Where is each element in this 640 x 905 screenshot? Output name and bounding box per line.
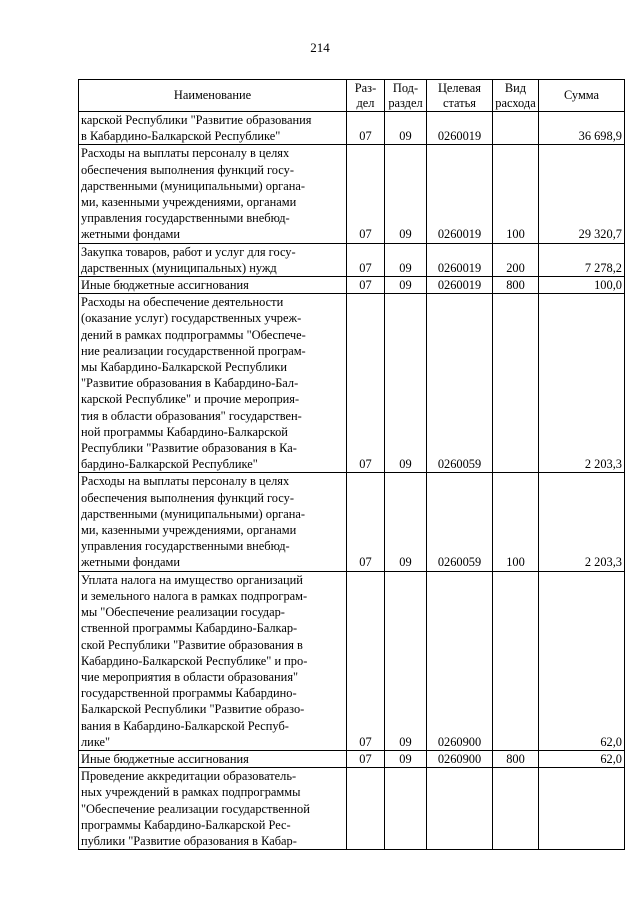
row-sum: 2 203,3 [539,473,625,571]
row-name-line: ной программы Кабардино-Балкарской [81,424,288,439]
row-name-line: Расходы на выплаты персоналу в целях [81,146,290,161]
row-name [79,750,347,767]
row-name-line: Балкарской Республики "Развитие образо- [81,702,305,717]
table-row [79,145,625,243]
table-row [79,294,625,473]
row-name-line: дарственными (муниципальными) органа- [81,178,305,193]
row-name-line: и земельного налога в рамках подпрограм- [81,588,308,603]
row-name-line: Расходы на обеспечение деятельности [81,295,284,310]
row-name-line: жетными фондами [81,227,180,242]
budget-table [78,79,625,850]
row-name-line: карской Республики "Развитие образования [81,113,312,127]
row-razdel: 07 [347,112,385,145]
header-razdel: Раз- дел [347,80,385,112]
row-name-line: Республики "Развитие образования в Ка- [81,441,297,456]
row-sum [539,768,625,850]
page-number: 214 [310,40,330,55]
table-row [79,571,625,750]
row-name-line: "Обеспечение реализации государственной [81,801,310,816]
row-name-line: Проведение аккредитации образователь- [81,769,297,784]
header-target: Целевая статья [427,80,493,112]
row-name-line: Закупка товаров, работ и услуг для госу- [81,244,296,259]
row-name-line: тия в области образования" государствен- [81,408,302,423]
row-podrazdel: 09 [385,112,427,145]
row-name [79,145,347,243]
row-name-line: управления государственными внебюд- [81,211,290,226]
row-name-line: Иные бюджетные ассигнования [81,278,249,293]
row-razdel: 07 [347,145,385,243]
row-name-line: ми, казенными учреждениями, органами [81,523,297,538]
row-name-line: Уплата налога на имущество организаций [81,572,303,587]
row-sum: 2 203,3 [539,294,625,473]
row-sum: 100,0 [539,277,625,294]
row-vid [493,112,539,145]
row-podrazdel: 09 [385,277,427,294]
row-name-line: в Кабардино-Балкарской Республике" [81,129,281,144]
row-name-line: лике" [81,734,111,749]
row-target: 0260019 [427,243,493,276]
row-name-line: мы Кабардино-Балкарской Республики [81,360,287,375]
row-target: 0260900 [427,571,493,750]
row-vid [493,571,539,750]
row-name-line: Иные бюджетные ассигнования [81,751,249,766]
row-razdel: 07 [347,277,385,294]
row-name-line: дений в рамках подпрограммы "Обеспече- [81,327,306,342]
row-razdel: 07 [347,243,385,276]
table-body [79,112,625,850]
row-name [79,473,347,571]
row-name [79,243,347,276]
row-name-line: программы Кабардино-Балкарской Рес- [81,817,291,832]
row-name-line: ных учреждений в рамках подпрограммы [81,785,301,800]
row-name [79,571,347,750]
row-name-line: государственной программы Кабардино- [81,686,297,701]
row-name-line: ственной программы Кабардино-Балкар- [81,621,298,636]
row-name-line: ской Республики "Развитие образования в [81,637,303,652]
row-podrazdel: 09 [385,145,427,243]
row-podrazdel: 09 [385,571,427,750]
row-name-line: "Развитие образования в Кабардино-Бал- [81,376,299,391]
row-target [427,768,493,850]
row-target: 0260019 [427,112,493,145]
row-name-line: бардино-Балкарской Республике" [81,457,258,472]
row-vid: 800 [493,750,539,767]
table-row [79,243,625,276]
row-target: 0260900 [427,750,493,767]
table-row [79,768,625,850]
row-podrazdel: 09 [385,750,427,767]
row-sum: 62,0 [539,750,625,767]
header-sum: Сумма [539,80,625,112]
row-sum: 36 698,9 [539,112,625,145]
row-name-line: жетными фондами [81,555,180,570]
table-header-row [79,80,625,112]
row-vid [493,768,539,850]
row-name-line: ние реализации государственной програм- [81,343,306,358]
row-name-line: обеспечения выполнения функций госу- [81,490,294,505]
row-vid: 800 [493,277,539,294]
table-row [79,473,625,571]
header-podrazdel: Под- раздел [385,80,427,112]
row-name-line: Расходы на выплаты персоналу в целях [81,474,290,489]
row-vid: 100 [493,145,539,243]
row-name-line: ми, казенными учреждениями, органами [81,195,297,210]
table-row [79,277,625,294]
row-name [79,294,347,473]
row-razdel [347,768,385,850]
row-sum: 62,0 [539,571,625,750]
row-target: 0260019 [427,277,493,294]
table-row [79,750,625,767]
row-name-line: управления государственными внебюд- [81,539,290,554]
table-row [79,112,625,145]
row-podrazdel [385,768,427,850]
row-name-line: вания в Кабардино-Балкарской Респуб- [81,718,289,733]
row-name-line: карской Республике" и прочие мероприя- [81,392,300,407]
row-vid: 200 [493,243,539,276]
row-name [79,277,347,294]
row-sum: 29 320,7 [539,145,625,243]
row-vid [493,294,539,473]
row-podrazdel: 09 [385,473,427,571]
row-name-line: обеспечения выполнения функций госу- [81,162,294,177]
row-name-line: (оказание услуг) государственных учреж- [81,311,302,326]
row-name-line: чие мероприятия в области образования" [81,669,299,684]
row-name [79,768,347,850]
row-name-line: Кабардино-Балкарской Республике" и про- [81,653,308,668]
row-podrazdel: 09 [385,294,427,473]
row-razdel: 07 [347,294,385,473]
row-razdel: 07 [347,473,385,571]
row-sum: 7 278,2 [539,243,625,276]
header-vid: Вид расхода [493,80,539,112]
row-name-line: дарственными (муниципальными) органа- [81,506,305,521]
row-razdel: 07 [347,571,385,750]
row-name-line: мы "Обеспечение реализации государ- [81,605,285,620]
row-target: 0260019 [427,145,493,243]
row-vid: 100 [493,473,539,571]
row-name [79,112,347,145]
row-target: 0260059 [427,294,493,473]
row-name-line: дарственных (муниципальных) нужд [81,260,277,275]
row-razdel: 07 [347,750,385,767]
row-target: 0260059 [427,473,493,571]
row-podrazdel: 09 [385,243,427,276]
row-name-line: публики "Развитие образования в Кабар- [81,833,297,848]
header-name: Наименование [79,80,347,112]
